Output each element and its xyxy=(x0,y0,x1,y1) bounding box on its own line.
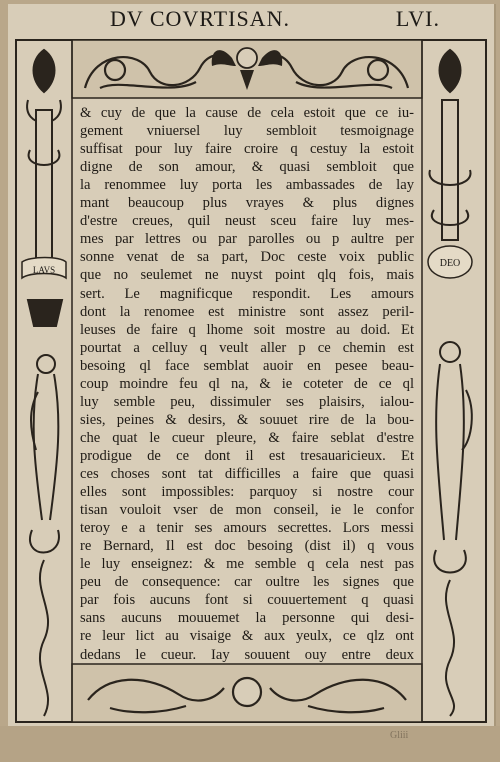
text-line: peu de consequence: car oultre les signes que xyxy=(80,574,414,591)
text-line: elles sont impossibles: parquoy si nostre cour xyxy=(80,484,414,501)
text-line: che quat le cueur pleure, & faire seblat d'estre xyxy=(80,429,414,446)
text-line: par fois aucuns font si couuertement q quasi xyxy=(80,592,414,609)
text-line: prodigue de ce dont il est tresauaricieux. Et xyxy=(80,447,414,464)
laus-scroll xyxy=(22,258,66,279)
text-line: tisan vouloit vser de mon conseil, ie le confor xyxy=(80,502,414,519)
folio-number: LVI. xyxy=(395,6,440,31)
text-line: que no seulemet ne nuyst point qlq fois, mais xyxy=(80,267,414,284)
text-line: suffisat pour luy faire croire q cestuy la estoit xyxy=(80,141,414,158)
text-line: pourtat a celluy q veult aller p ce chemin est xyxy=(80,339,414,356)
text-line: ces choses sont tat difficilles a faire que quasi xyxy=(80,466,414,482)
catchword: Gliii xyxy=(390,730,409,741)
text-line: besoing ql face semblat auoir en pesee beau- xyxy=(80,357,414,374)
text-line: dedans le cueur. Iay souuent ouy entre deux xyxy=(80,646,414,663)
text-line: sans aucuns mouuemet la personne qui desi- xyxy=(80,610,414,627)
text-line: sies, peines & desirs, & souuet rire de la bou- xyxy=(80,411,414,428)
left-pillar-ornament xyxy=(27,50,62,326)
text-line: coup moindre feu ql na, & ie coteter de ce ql xyxy=(80,375,414,392)
text-line: luy semble peu, dissimuler ses plaisirs, ialou- xyxy=(80,393,414,410)
deo-medallion xyxy=(428,246,472,278)
text-line: la renommee luy porta les ambassades de lay xyxy=(80,177,414,194)
text-line: teroy e a tenir ses amours secrettes. Lors messi xyxy=(80,520,414,537)
body-text xyxy=(80,104,414,664)
left-figure-icon xyxy=(30,355,59,716)
laus-text: LAVS xyxy=(32,265,56,275)
text-line: mes par lettres ou par parolles ou p aultre per xyxy=(80,231,414,248)
text-line: gement vniuersel luy sembloit tesmoignage xyxy=(80,123,414,140)
text-line: & cuy de que la cause de cela estoit que ce iu- xyxy=(80,105,414,121)
text-line: dont la renomee est ministre sont assez peril- xyxy=(80,303,414,320)
text-line: mant beaucoup plus vrayes & plus dignes xyxy=(80,195,414,212)
running-title: DV COVRTISAN. xyxy=(110,6,290,31)
right-figure-icon xyxy=(434,342,472,716)
text-line: d'estre creues, quil neust sceu faire luy mes- xyxy=(80,213,414,230)
text-line: leuses de faire q lhome soit mostre au doid. Et xyxy=(80,321,414,338)
deo-text: DEO xyxy=(439,258,461,269)
text-line: sonne venat de sa part, Doc ceste voix public xyxy=(80,249,414,266)
text-line: sert. Le magnificque respondit. Les amours xyxy=(80,285,414,302)
right-pillar-ornament xyxy=(430,50,471,240)
text-line: digne de son amour, & quasi sembloit que xyxy=(80,159,414,176)
text-line: le luy enseignez: & me semble q cela nest pas xyxy=(80,556,414,573)
text-line: re leur lict au visaige & aux yeulx, ce qlz ont xyxy=(80,628,414,645)
text-line: re Bernard, Il est doc besoing (dist il) q vous xyxy=(80,538,414,555)
